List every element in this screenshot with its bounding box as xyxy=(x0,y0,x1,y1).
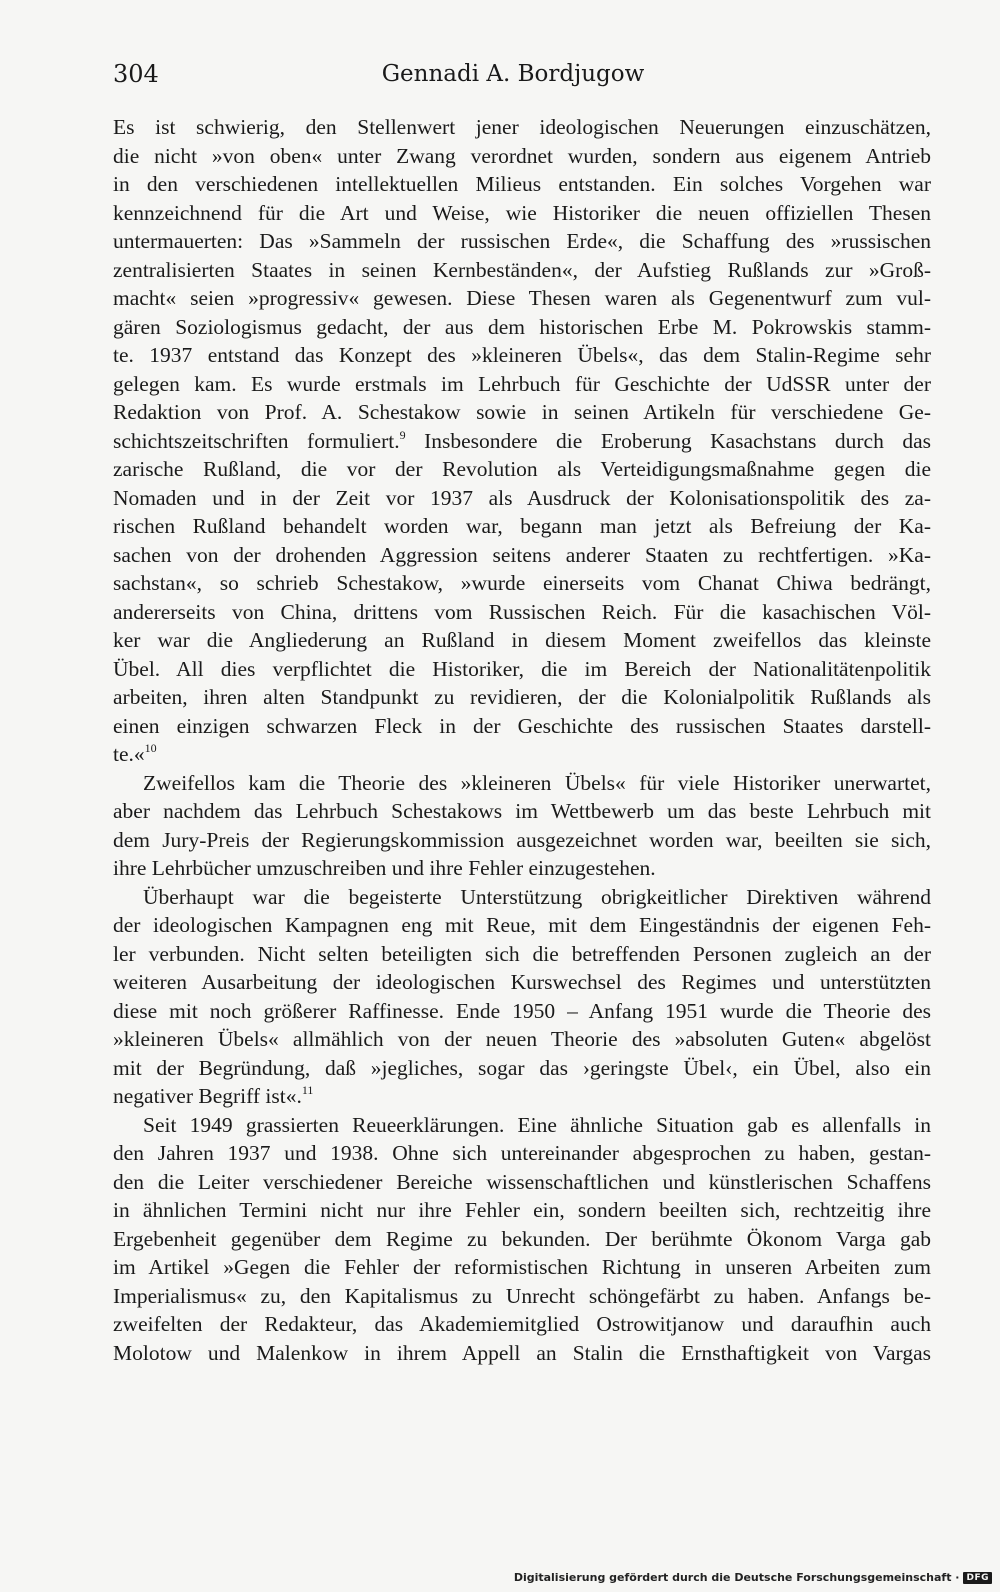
running-head: Gennadi A. Bordjugow xyxy=(381,61,645,87)
text-line: sachstan«, so schrieb Schestakow, »wurde einerseits vom Chanat Chiwa bedrängt, xyxy=(113,571,931,595)
text-line: rischen Rußland behandelt worden war, begann man jetzt als Befreiung der Ka- xyxy=(113,514,931,538)
text-line: mit der Begründung, daß »jegliches, sogar das ›geringste Übel‹, ein Übel, also ein xyxy=(113,1055,931,1080)
text-line: den Jahren 1937 und 1938. Ohne sich untereinander abgesprochen zu haben, gestan- xyxy=(113,1141,931,1165)
paragraph xyxy=(113,769,931,883)
dfg-logo: DFG xyxy=(963,1572,992,1584)
text-line: weiteren Ausarbeitung der ideologischen Kurswechsel des Regimes und unterstützten xyxy=(113,970,931,994)
text-line: einen einzigen schwarzen Fleck in der Geschichte des russischen Staates darstell- xyxy=(113,713,931,738)
text-line: in ähnlichen Termini nicht nur ihre Fehler ein, sondern beeilten sich, rechtzeitig ihre xyxy=(113,1198,931,1222)
footnote-ref: 9 xyxy=(399,427,406,442)
text-line: in den verschiedenen intellektuellen Milieus entstanden. Ein solches Vorgehen war xyxy=(113,172,931,196)
footnote-ref: 10 xyxy=(144,741,157,755)
text-line: Überhaupt war die begeisterte Unterstützung obrigkeitlicher Direktiven während xyxy=(143,884,931,909)
text-line: der ideologischen Kampagnen eng mit Reue, mit dem Eingeständnis der eigenen Feh- xyxy=(113,913,931,937)
text-line: Ergebenheit gegenüber dem Regime zu bekunden. Der berühmte Ökonom Varga gab xyxy=(113,1226,931,1251)
text-line: dem Jury-Preis der Regierungskommission ausgezeichnet worden war, beeilten sie sich, xyxy=(113,827,931,852)
paragraph xyxy=(113,1111,931,1368)
footer-credit: Digitalisierung gefördert durch die Deutsche Forschungsgemeinschaft · xyxy=(513,1571,960,1584)
text-line: »kleineren Übels« allmählich von der neuen Theorie des »absoluten Guten« abgelöst xyxy=(113,1027,931,1051)
text-line: ler verbunden. Nicht selten beteiligten sich die betreffenden Personen zugleich an der xyxy=(113,941,931,966)
text-line: Redaktion von Prof. A. Schestakow sowie in seinen Artikeln für verschiedene Ge- xyxy=(113,400,931,424)
text-line: te.«$^{10}$ xyxy=(113,741,157,766)
text-line: Molotow und Malenkow in ihrem Appell an Stalin die Ernsthaftigkeit von Vargas xyxy=(113,1340,931,1365)
text-line: schichtszeitschriften formuliert.$^9$ Insbesondere die Eroberung Kasachstans durch das xyxy=(113,427,931,453)
text-line: te. 1937 entstand das Konzept des »kleineren Übels«, das dem Stalin-Regime sehr xyxy=(113,343,931,367)
paragraph xyxy=(113,113,931,769)
text-line: ihre Lehrbücher umzuschreiben und ihre Fehler einzugestehen. xyxy=(113,856,656,880)
text-line: zarische Rußland, die vor der Revolution als Verteidigungsmaßnahme gegen die xyxy=(113,457,931,481)
text-line: untermauerten: Das »Sammeln der russischen Erde«, die Schaffung des »russischen xyxy=(113,229,931,253)
text-line: gelegen kam. Es wurde erstmals im Lehrbuch für Geschichte der UdSSR unter der xyxy=(113,371,931,396)
text-line: Imperialismus« zu, den Kapitalismus zu Unrecht schöngefärbt zu haben. Anfangs be- xyxy=(113,1283,931,1308)
text-line: die nicht »von oben« unter Zwang verordnet wurden, sondern aus eigenem Antrieb xyxy=(113,143,931,168)
body-text xyxy=(113,113,931,1367)
text-line: diese mit noch größerer Raffinesse. Ende 1950 – Anfang 1951 wurde die Theorie des xyxy=(113,998,931,1023)
footnote-ref: 11 xyxy=(301,1083,314,1097)
text-line: Nomaden und in der Zeit vor 1937 als Ausdruck der Kolonisationspolitik des za- xyxy=(113,485,931,510)
text-line: Seit 1949 grassierten Reueerklärungen. Eine ähnliche Situation gab es allenfalls in xyxy=(143,1112,931,1137)
text-line: negativer Begriff ist«.$^{11}$ xyxy=(113,1083,314,1108)
text-line: gären Soziologismus gedacht, der aus dem historischen Erbe M. Pokrowskis stamm- xyxy=(113,314,931,339)
text-line: sachen von der drohenden Aggression seitens anderer Staaten zu rechtfertigen. »Ka- xyxy=(113,542,931,567)
text-line: andererseits von China, drittens vom Russischen Reich. Für die kasachischen Völ- xyxy=(113,599,931,624)
digitization-footer xyxy=(514,1571,992,1584)
text-line: zentralisierten Staates in seinen Kernbeständen«, der Aufstieg Rußlands zur »Groß- xyxy=(113,257,931,282)
text-line: im Artikel »Gegen die Fehler der reformistischen Richtung in unseren Arbeiten zum xyxy=(113,1255,931,1279)
text-line: kennzeichnend für die Art und Weise, wie Historiker die neuen offiziellen Thesen xyxy=(113,200,931,225)
text-line: zweifelten der Redakteur, das Akademiemitglied Ostrowitjanow und daraufhin auch xyxy=(113,1312,931,1336)
text-line: arbeiten, ihren alten Standpunkt zu revidieren, der die Kolonialpolitik Rußlands als xyxy=(113,685,931,709)
text-line: aber nachdem das Lehrbuch Schestakows im Wettbewerb um das beste Lehrbuch mit xyxy=(113,799,931,823)
text-line: macht« seien »progressiv« gewesen. Diese Thesen waren als Gegenentwurf zum vul- xyxy=(113,286,931,310)
text-line: Übel. All dies verpflichtet die Historiker, die im Bereich der Nationalitätenpolitik xyxy=(113,656,931,681)
text-line: ker war die Angliederung an Rußland in diesem Moment zweifellos das kleinste xyxy=(113,628,931,652)
text-line: Es ist schwierig, den Stellenwert jener ideologischen Neuerungen einzuschätzen, xyxy=(113,115,931,139)
paragraph xyxy=(113,883,931,1111)
text-line: den die Leiter verschiedener Bereiche wissenschaftlichen und künstlerischen Schaffens xyxy=(113,1169,931,1194)
text-line: Zweifellos kam die Theorie des »kleineren Übels« für viele Historiker unerwartet, xyxy=(143,770,931,795)
page-number: 304 xyxy=(113,60,159,88)
